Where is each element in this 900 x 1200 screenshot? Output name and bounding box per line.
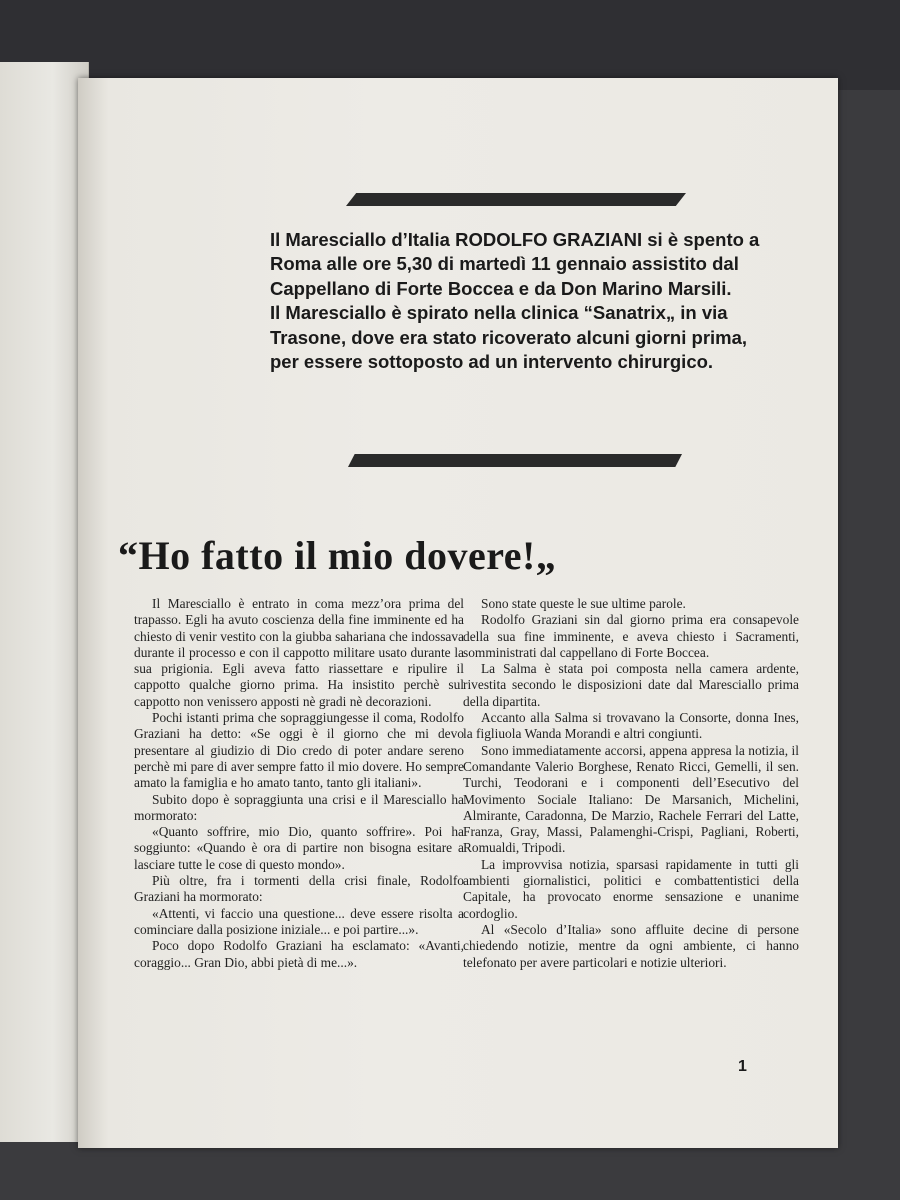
background bbox=[0, 0, 900, 90]
paragraph: «Attenti, vi faccio una questione... deve essere risolta a cominciare dalla posizione iniziale... e poi partire...». bbox=[134, 905, 464, 937]
paragraph: Sono state queste le sue ultime parole. bbox=[481, 596, 686, 611]
left-column bbox=[134, 596, 464, 971]
article-headline: “Ho fatto il mio dovere!„ bbox=[118, 533, 557, 578]
right-column bbox=[463, 596, 799, 971]
paragraph: «Quanto soffrire, mio Dio, quanto soffrire». Poi ha soggiunto: «Quando è ora di partire non bisogna esitare a lasciare tutte le cose di questo mondo». bbox=[134, 824, 464, 872]
paragraph: Al «Secolo d’Italia» sono affluite decine di persone chiedendo notizie, mentre da ogni ambiente, ci hanno telefonato per avere particolari e notizie ulteriori. bbox=[463, 921, 799, 970]
paragraph: Accanto alla Salma si trovavano la Consorte, donna Ines, la figliuola Wanda Morandi e altri congiunti. bbox=[463, 710, 799, 742]
paragraph: Sono immediatamente accorsi, appena appresa la notizia, il Comandante Valerio Borghese, Renato Ricci, Gemelli, il sen. Turchi, Teodorani e i componenti dell’Esecutivo del Movimento Sociale Italiano: De Marsanich, Michelini, Almirante, Caradonna, De Marzio, Rachele Ferrari del Latte, Franza, Gray, Massi, Palamenghi-Crispi, Pagliani, Roberti, Romualdi, Tripodi. bbox=[463, 742, 799, 856]
paragraph: Poco dopo Rodolfo Graziani ha esclamato: «Avanti, coraggio... Gran Dio, abbi pietà di me...». bbox=[134, 938, 464, 970]
left-facing-page bbox=[0, 62, 89, 1142]
document-page bbox=[78, 78, 838, 1148]
death-announcement bbox=[270, 228, 770, 374]
bottom-decorative-rule bbox=[348, 454, 682, 467]
announcement-prefix: Il Maresciallo d’Italia bbox=[270, 229, 456, 250]
announcement-rest: si è spento a Roma alle ore 5,30 di martedì 11 gennaio assistito dal Cappellano di Forte Boccea e da Don Marino Marsili. bbox=[270, 229, 760, 299]
announcement-name: RODOLFO GRAZIANI bbox=[455, 229, 643, 250]
announcement-first-paragraph bbox=[270, 228, 770, 301]
page-number: 1 bbox=[738, 1058, 747, 1075]
paragraph: La Salma è stata poi composta nella camera ardente, rivestita secondo le disposizioni date dal Maresciallo prima della dipartita. bbox=[463, 661, 799, 709]
paragraph: La improvvisa notizia, sparsasi rapidamente in tutti gli ambienti giornalistici, politici e combattentistici della Capitale, ha provocato enorme sensazione e unanime cordoglio. bbox=[463, 856, 799, 921]
top-decorative-rule bbox=[346, 193, 686, 206]
paragraph: Rodolfo Graziani sin dal giorno prima era consapevole della sua fine imminente, e aveva chiesto i Sacramenti, somministrati dal cappellano di Forte Boccea. bbox=[463, 612, 799, 660]
paragraph: Il Maresciallo è entrato in coma mezz’ora prima del trapasso. Egli ha avuto coscienza della fine imminente ed ha chiesto di venir vestito con la giubba sahariana che indossava durante il processo e con il cappotto militare usato durante la sua prigionia. Egli aveva fatto riassettare e ripulire il cappotto qualche giorno prima. Ha insistito perchè sul cappotto non venissero apposti nè gradi nè decorazioni. bbox=[134, 596, 464, 709]
announcement-second-paragraph: Il Maresciallo è spirato nella clinica “Sanatrix„ in via Trasone, dove era stato ricoverato alcuni giorni prima, per essere sottoposto ad un intervento chirurgico. bbox=[270, 302, 748, 373]
paragraph: Più oltre, fra i tormenti della crisi finale, Rodolfo Graziani ha mormorato: bbox=[134, 873, 464, 905]
paragraph: Pochi istanti prima che sopraggiungesse il coma, Rodolfo Graziani ha detto: «Se oggi è il giorno che mi devo presentare al giudizio di Dio credo di poter andare sereno perchè mi pare di aver sempre fatto il mio dovere. Ho sempre amato la famiglia e ho amato tanto, tanto gli italiani». bbox=[134, 710, 464, 791]
paragraph: Subito dopo è sopraggiunta una crisi e il Maresciallo ha mormorato: bbox=[134, 791, 464, 823]
